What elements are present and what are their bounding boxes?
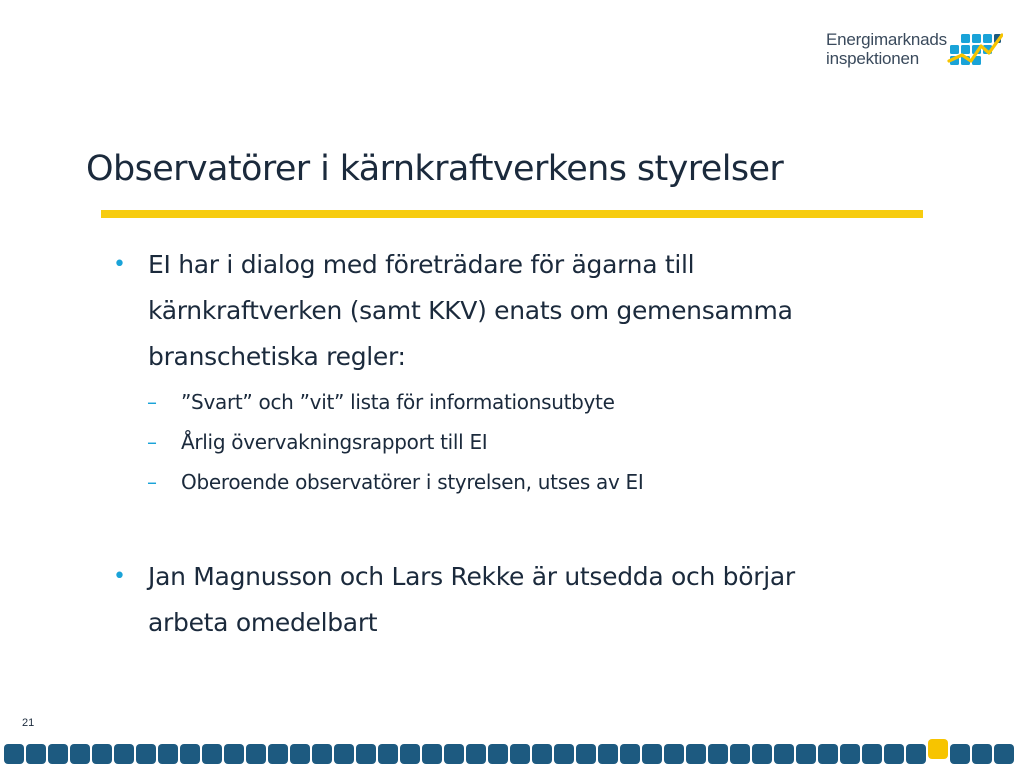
footer-square: [444, 744, 464, 764]
footer-square: [884, 744, 904, 764]
footer-square: [994, 744, 1014, 764]
footer-square: [598, 744, 618, 764]
bullet-item-2: [110, 554, 970, 646]
sub-bullet-item: [147, 462, 970, 502]
footer-square: [400, 744, 420, 764]
footer-square: [774, 744, 794, 764]
sub-bullet-marker: –: [147, 470, 157, 494]
footer-square: [664, 744, 684, 764]
footer-square: [290, 744, 310, 764]
footer-square: [202, 744, 222, 764]
bullet-1-line-1: EI har i dialog med företrädare för ägarna till: [148, 250, 695, 279]
energimarknadsinspektionen-logo: [826, 30, 1006, 70]
sub-bullet-text: Oberoende observatörer i styrelsen, utses av EI: [181, 470, 644, 494]
footer-square: [268, 744, 288, 764]
footer-square: [312, 744, 332, 764]
footer-square: [576, 744, 596, 764]
page-number: 21: [22, 717, 35, 729]
footer-square: [180, 744, 200, 764]
footer-square-band: [4, 744, 1024, 768]
footer-square: [92, 744, 112, 764]
footer-square: [862, 744, 882, 764]
footer-square: [950, 744, 970, 764]
bullet-1-line-3: branschetiska regler:: [148, 342, 406, 371]
footer-square: [554, 744, 574, 764]
bullet-1-line-2: kärnkraftverken (samt KKV) enats om gemensamma: [148, 296, 793, 325]
footer-accent-square: [928, 739, 948, 759]
slide-title: Observatörer i kärnkraftverkens styrelser: [86, 149, 784, 189]
footer-square: [4, 744, 24, 764]
sub-bullet-text: ”Svart” och ”vit” lista för informationsutbyte: [181, 390, 615, 414]
sub-bullet-list: [147, 382, 970, 502]
footer-square: [620, 744, 640, 764]
footer-square: [48, 744, 68, 764]
footer-square: [642, 744, 662, 764]
footer-square: [972, 744, 992, 764]
footer-square: [136, 744, 156, 764]
bullet-item-1: [110, 242, 970, 380]
sub-bullet-text: Årlig övervakningsrapport till EI: [181, 430, 488, 454]
title-underline: [101, 210, 923, 218]
footer-square: [796, 744, 816, 764]
sub-bullet-item: [147, 422, 970, 462]
logo-text-line-1: Energimarknads: [826, 30, 947, 49]
logo-text: [826, 30, 947, 68]
logo-text-line-2: inspektionen: [826, 49, 920, 68]
sub-bullet-item: [147, 382, 970, 422]
footer-square: [158, 744, 178, 764]
logo-grid-icon: [947, 31, 1003, 69]
footer-square: [708, 744, 728, 764]
footer-square: [818, 744, 838, 764]
footer-square: [422, 744, 442, 764]
footer-square: [224, 744, 244, 764]
footer-square: [114, 744, 134, 764]
footer-square: [334, 744, 354, 764]
footer-square: [906, 744, 926, 764]
footer-square: [466, 744, 486, 764]
footer-square: [246, 744, 266, 764]
footer-square: [840, 744, 860, 764]
bullet-2-line-1: Jan Magnusson och Lars Rekke är utsedda och börjar: [148, 562, 795, 591]
sub-bullet-marker: –: [147, 390, 157, 414]
footer-square: [488, 744, 508, 764]
footer-square: [356, 744, 376, 764]
footer-square: [378, 744, 398, 764]
footer-square: [686, 744, 706, 764]
footer-square: [730, 744, 750, 764]
footer-square: [510, 744, 530, 764]
footer-square: [26, 744, 46, 764]
spacer: [110, 502, 970, 554]
slide-body: [110, 242, 970, 646]
bullet-marker: •: [113, 252, 126, 277]
footer-square: [70, 744, 90, 764]
sub-bullet-marker: –: [147, 430, 157, 454]
footer-square: [532, 744, 552, 764]
bullet-marker: •: [113, 564, 126, 589]
footer-square: [752, 744, 772, 764]
bullet-2-line-2: arbeta omedelbart: [148, 608, 378, 637]
